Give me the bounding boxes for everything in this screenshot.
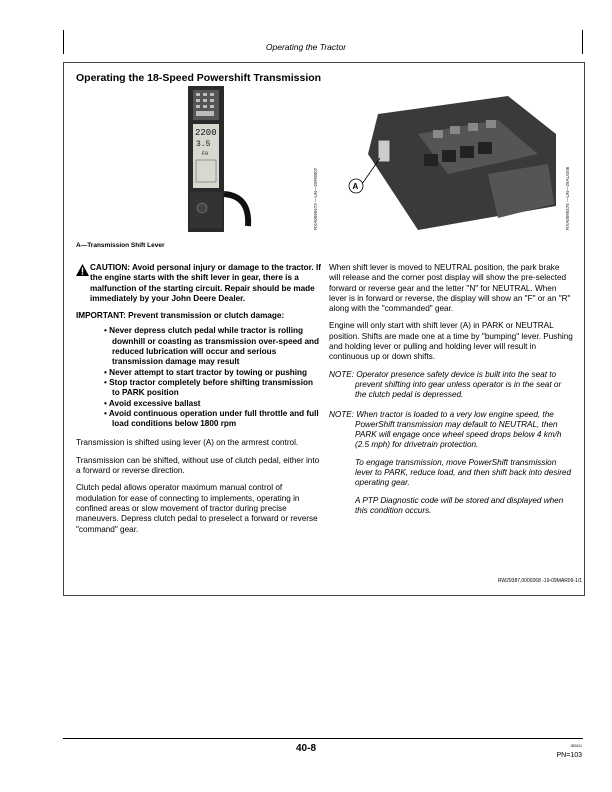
- corner-post-display-photo: [160, 86, 260, 232]
- note: NOTE: Operator presence safety device is built into the seat to prevent shifting into gear unless operator is in the seat or the clutch pedal is depressed.: [329, 369, 562, 400]
- note-continued: To engage transmission, move PowerShift transmission lever to PARK, reduce load, and then shift back into desired operating gear.: [355, 457, 572, 488]
- display-gear: F9: [202, 151, 209, 157]
- bullet-item: • Never depress clutch pedal while tractor is rolling downhill or coasting as transmission over-speed and reduced lubrication will occur and serious transmission damage may result: [104, 326, 320, 367]
- right-column: [329, 263, 573, 516]
- caution-text: CAUTION: Avoid personal injury or damage to the tractor. If the engine starts with the shift lever in gear, there is a malfunction of the starting circuit. Repair should be made immediately by your John Deere Dealer.: [90, 263, 321, 303]
- date-code: 081811: [570, 744, 582, 748]
- section-title: Operating the 18-Speed Powershift Transmission: [76, 72, 322, 84]
- page-number: 40-8: [295, 743, 316, 754]
- note-continued: A PTP Diagnostic code will be stored and displayed when this condition occurs.: [355, 495, 564, 515]
- bullet-item: • Avoid excessive ballast: [104, 398, 201, 408]
- figure-caption: A—Transmission Shift Lever: [76, 242, 165, 249]
- footer-rule: [63, 738, 583, 739]
- figure-left-id: RXA0090473 —UN—29FEB07: [313, 167, 318, 230]
- display-rpm: 2200: [195, 128, 217, 138]
- left-column: [76, 263, 321, 535]
- bullet-item: • Avoid continuous operation under full throttle and full load conditions below 1800 rpm: [104, 408, 319, 429]
- caution-block: [76, 263, 321, 304]
- warning-triangle-icon: [76, 264, 89, 276]
- important-heading: IMPORTANT: Prevent transmission or clutch damage:: [76, 311, 285, 321]
- paragraph: Transmission can be shifted, without use of clutch pedal, either into a forward or reverse direction.: [76, 455, 320, 476]
- note: NOTE: When tractor is loaded to a very low engine speed, the PowerShift transmission may default to NEUTRAL, then PARK will engage once wheel speed drops below 4 km/h (2.5 mph) for drivetrain protection.: [329, 409, 562, 450]
- reference-code: RW29387,0000268 -19-09MAR09-1/1: [497, 578, 582, 584]
- paragraph: When shift lever is moved to NEUTRAL position, the park brake will release and the corner post display will show the pre-selected forward or reverse gear and the letter "N" for NEUTRAL. When lever is in forward or reverse, the display will show an "F" or an "R" along with the "commanded" gear.: [329, 263, 571, 314]
- running-header: Operating the Tractor: [265, 42, 347, 52]
- paragraph: Engine will only start with shift lever (A) in PARK or NEUTRAL position. Shifts are made one at a time by "bumping" lever. Pushing and holding lever or pulling and holding lever will result in continuous up or down shifts.: [329, 321, 573, 362]
- callout-a: A: [352, 182, 359, 191]
- display-speed: 3.5: [196, 140, 211, 149]
- armrest-control-photo: [338, 94, 558, 230]
- figure-right-id: RXA0090476 —UN—29AUG06: [565, 166, 570, 230]
- paragraph: Clutch pedal allows operator maximum manual control of modulation for ease of connecting to implements, operating in confined areas or slow movement of tractor during precise maneuvers. Depress clutch pedal to preselect a forward or reverse "command" gear.: [76, 483, 318, 534]
- pn-number: PN=103: [556, 752, 582, 759]
- bullet-list: [76, 326, 321, 429]
- paragraph: Transmission is shifted using lever (A) on the armrest control.: [76, 438, 299, 448]
- bullet-item: • Never attempt to start tractor by towing or pushing: [104, 367, 308, 377]
- bullet-item: • Stop tractor completely before shifting transmission to PARK position: [104, 377, 313, 398]
